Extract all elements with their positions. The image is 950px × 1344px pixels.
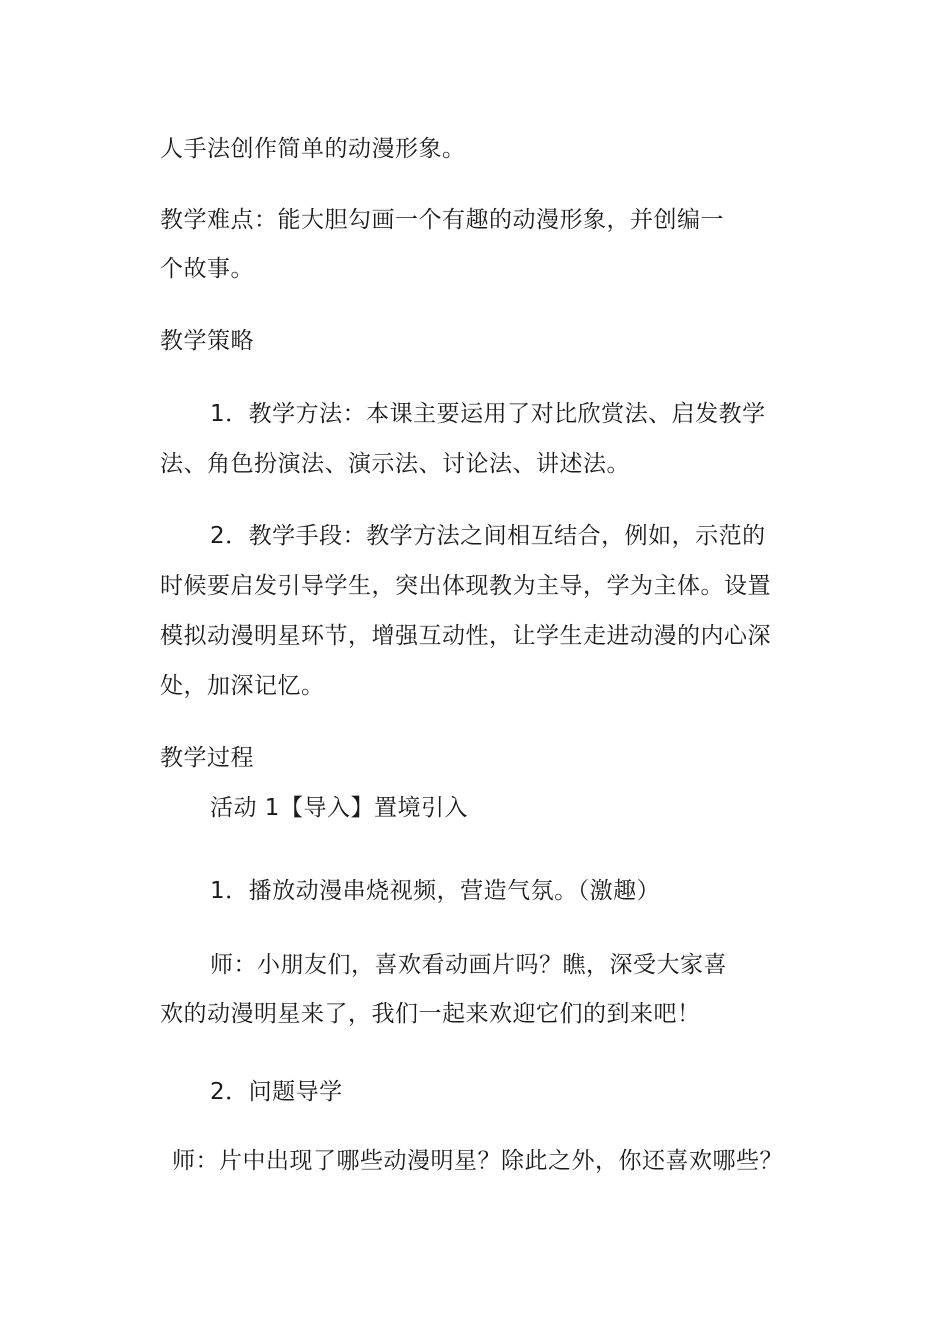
difficulty-line-2: 个故事。 bbox=[160, 256, 254, 282]
strategy-1-line-1: 1．教学方法：本课主要运用了对比欣赏法、启发教学 bbox=[210, 401, 766, 427]
strategy-2-line-3: 模拟动漫明星环节，增强互动性，让学生走进动漫的内心深 bbox=[160, 623, 771, 649]
strategy-2-line-4: 处，加深记忆。 bbox=[160, 673, 325, 699]
difficulty-line-1: 教学难点：能大胆勾画一个有趣的动漫形象，并创编一 bbox=[160, 207, 724, 233]
process-heading: 教学过程 bbox=[160, 745, 254, 771]
teacher-1-line-1: 师：小朋友们，喜欢看动画片吗？瞧，深受大家喜 bbox=[210, 952, 727, 978]
strategy-2-line-1: 2．教学手段：教学方法之间相互结合，例如，示范的 bbox=[210, 523, 766, 549]
strategy-heading: 教学策略 bbox=[160, 328, 254, 354]
activity-1-title: 活动 1【导入】置境引入 bbox=[210, 795, 468, 821]
step-1: 1．播放动漫串烧视频，营造气氛。（激趣） bbox=[210, 878, 661, 904]
step-2: 2．问题导学 bbox=[210, 1079, 343, 1105]
key-point-tail: 人手法创作简单的动漫形象。 bbox=[160, 136, 466, 162]
teacher-2: 师：片中出现了哪些动漫明星？除此之外，你还喜欢哪些？ bbox=[172, 1148, 783, 1174]
teacher-1-line-2: 欢的动漫明星来了，我们一起来欢迎它们的到来吧！ bbox=[160, 1001, 701, 1027]
strategy-2-line-2: 时候要启发引导学生，突出体现教为主导，学为主体。设置 bbox=[160, 573, 771, 599]
strategy-1-line-2: 法、角色扮演法、演示法、讨论法、讲述法。 bbox=[160, 451, 630, 477]
